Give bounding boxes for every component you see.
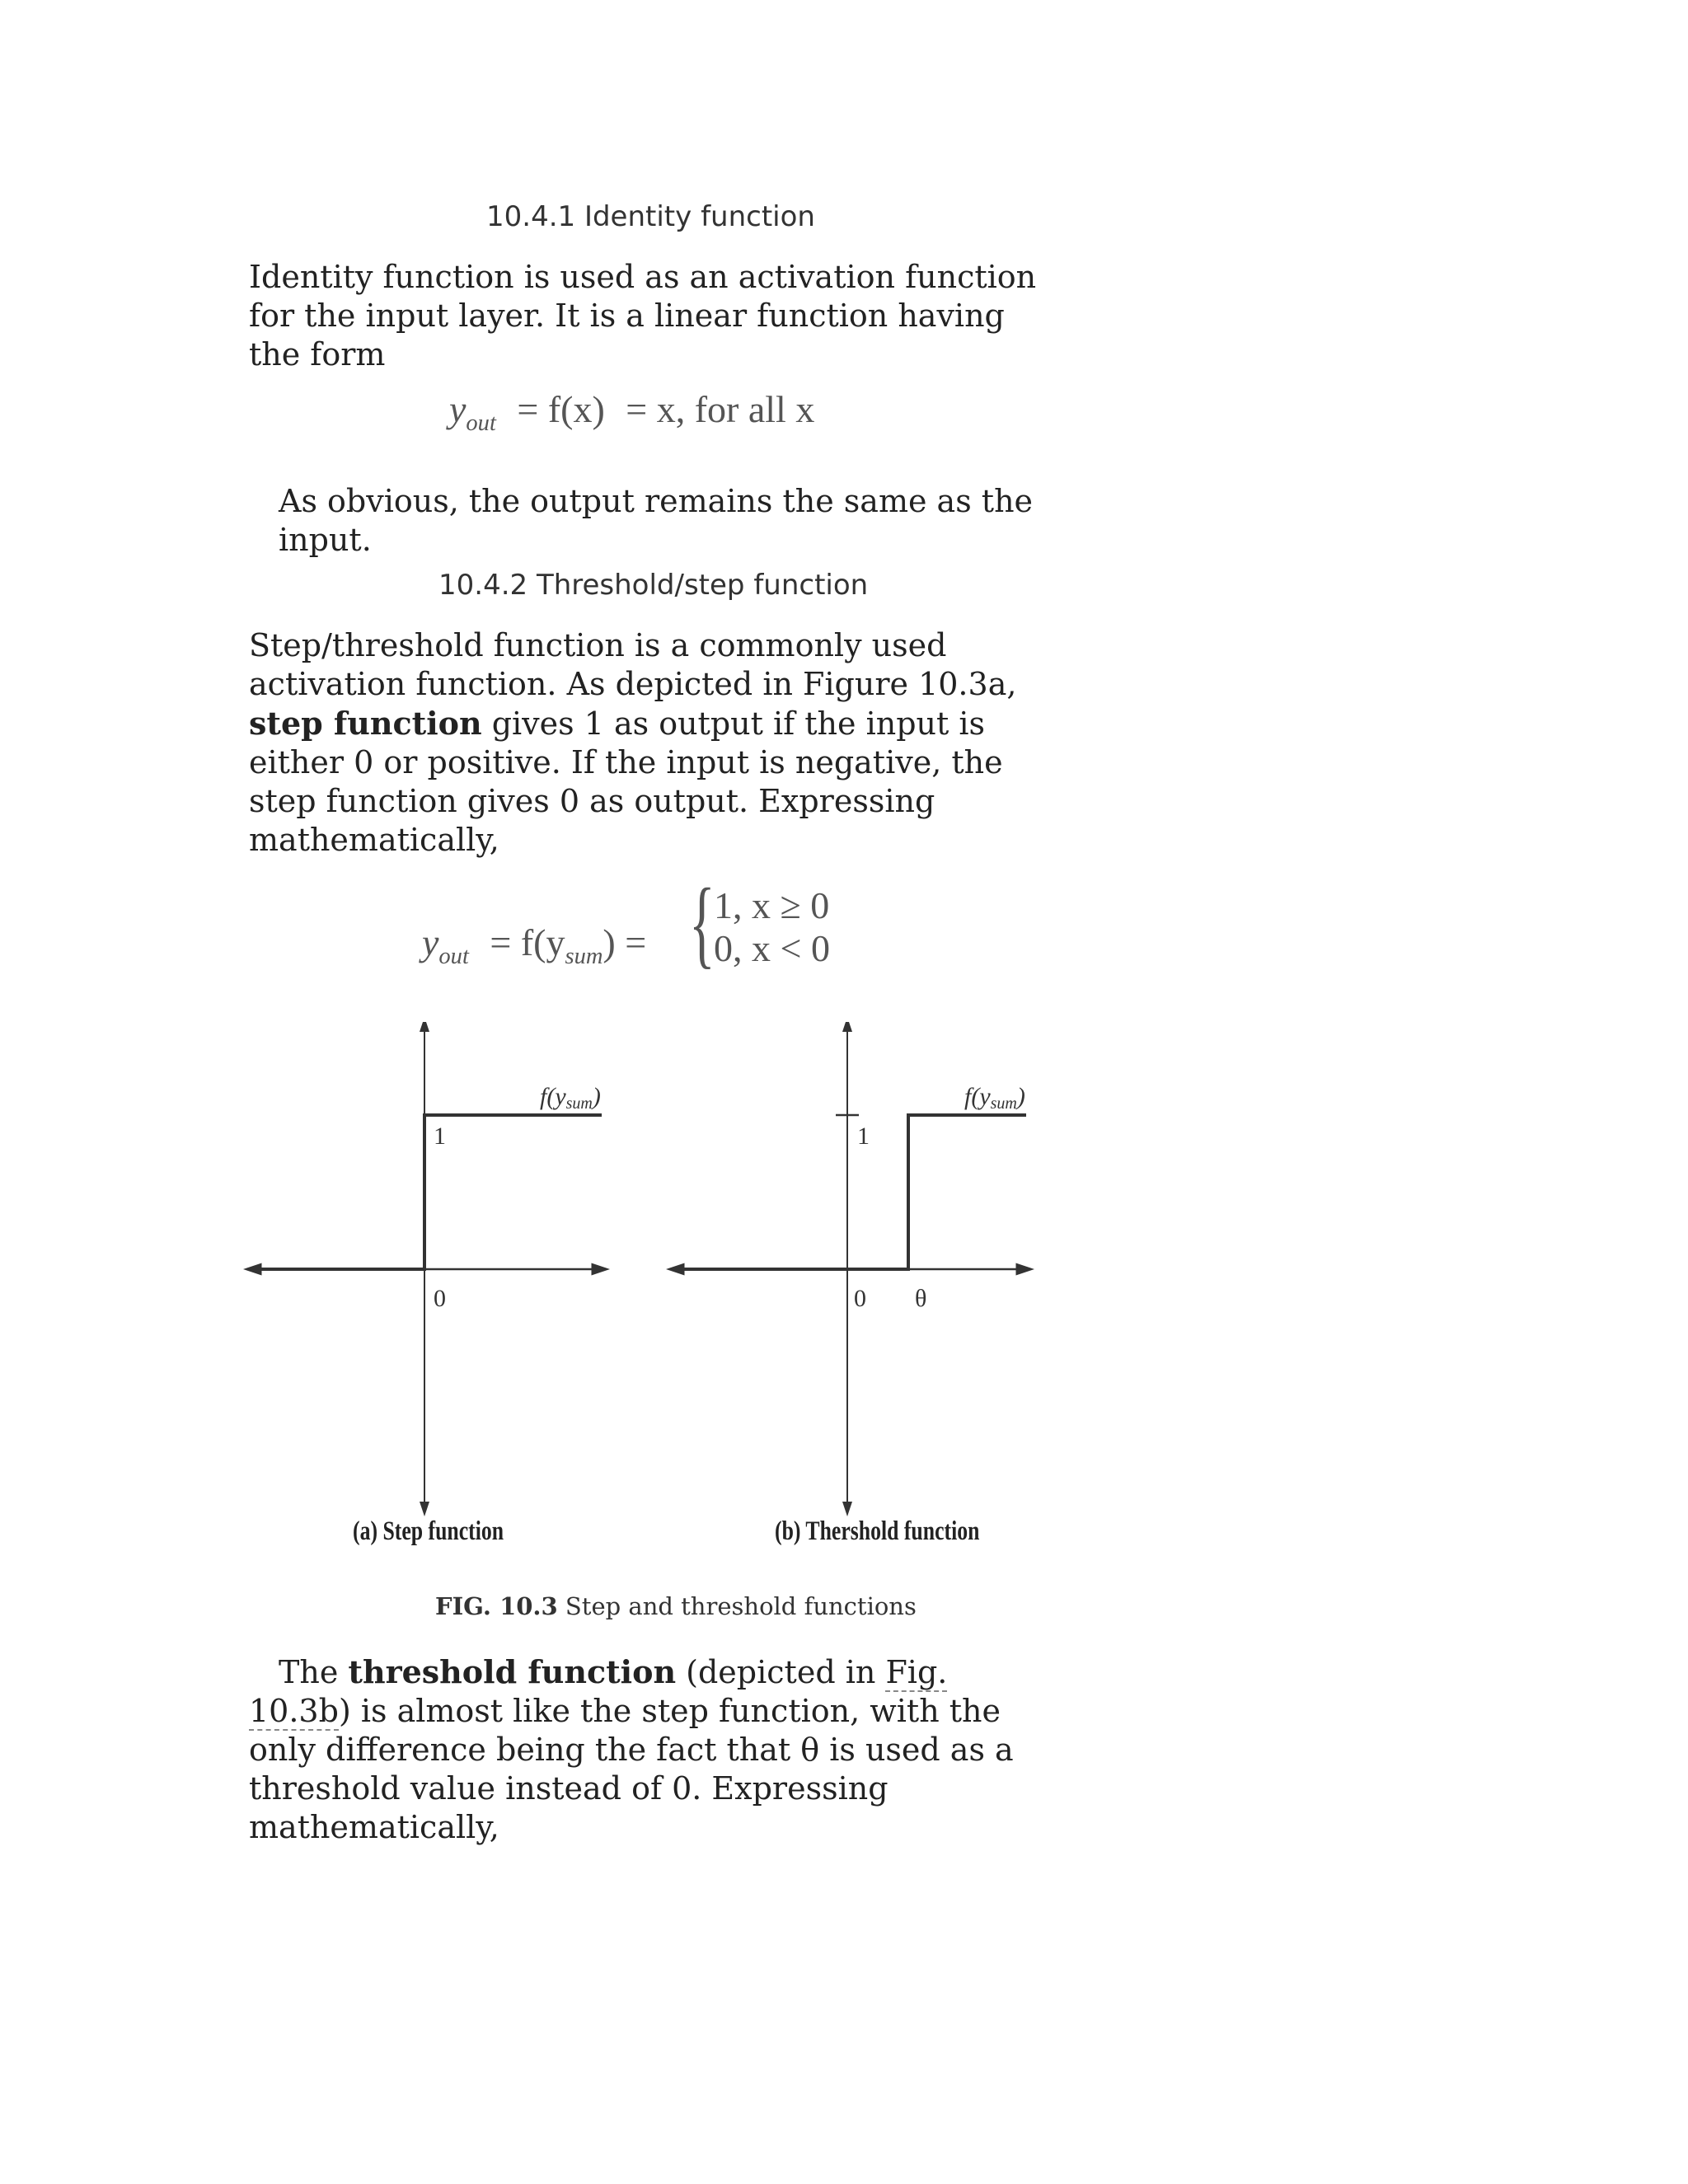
step-eq-func: = f(y: [490, 921, 565, 963]
section-heading-threshold: 10.4.2 Threshold/step function: [438, 569, 869, 602]
panel-a-tick-zero-label: 0: [434, 1285, 446, 1312]
panel-b-f-label: f(ysum): [964, 1083, 1025, 1113]
panel-a-caption: (a) Step function: [353, 1516, 504, 1546]
figure-caption-text: Step and threshold functions: [557, 1592, 917, 1620]
case-row-2: 0, x < 0: [714, 927, 830, 969]
panel-b-threshold-curve: [674, 1115, 1026, 1269]
threshold-paragraph: [249, 1652, 1040, 1847]
threshold-bold: threshold function: [348, 1653, 677, 1690]
step-equation-brace: {: [689, 868, 715, 977]
step-intro-part2: gives 1 as output if the input is either 0 or positive. If the input is negative, the step function gives 0 as output. Expressing mathematically,: [249, 705, 1003, 858]
step-equation-lhs: [422, 921, 646, 970]
panel-a-step-curve: [251, 1115, 602, 1269]
figure-10-3: [239, 1022, 1047, 1546]
figure-svg: [239, 1022, 1047, 1533]
identity-intro-paragraph: Identity function is used as an activation function for the input layer. It is a linear function having the form: [249, 259, 1037, 373]
figure-caption-label: FIG. 10.3: [435, 1592, 558, 1620]
threshold-part3: ) is almost like the step function, with the only difference being the fact that θ is used as a threshold value instead of 0. Expressing mathematically,: [249, 1693, 1014, 1845]
panel-b-tick-one-label: 1: [857, 1122, 870, 1150]
eq-y: y: [449, 388, 467, 430]
panel-b-caption: (b) Thershold function: [775, 1516, 980, 1546]
figure-reference-link[interactable]: Fig. 10.3b: [249, 1654, 948, 1729]
section-heading-identity: 10.4.1 Identity function: [486, 200, 815, 233]
panel-b-tick-zero-label: 0: [854, 1285, 866, 1312]
step-eq-func-sub: sum: [565, 943, 603, 969]
threshold-part1: The: [279, 1654, 349, 1690]
figure-caption: [435, 1592, 917, 1620]
step-intro-part1: Step/threshold function is a commonly used activation function. As depicted in Figure 10.3a,: [249, 627, 1017, 702]
case-row-1: 1, x ≥ 0: [714, 884, 830, 926]
eq-y-sub: out: [466, 410, 496, 436]
eq-rhs: = x, for all x: [626, 388, 815, 430]
identity-after-paragraph: As obvious, the output remains the same as the input.: [279, 483, 1034, 558]
threshold-part2: (depicted in: [676, 1654, 886, 1690]
eq-middle: = f(x): [517, 388, 605, 430]
step-equation-cases: [714, 884, 830, 970]
panel-b-tick-theta-label: θ: [915, 1285, 927, 1312]
panel-a-tick-one-label: 1: [434, 1122, 446, 1150]
panel-a-f-label: f(ysum): [540, 1083, 601, 1113]
step-intro-paragraph: [249, 626, 1040, 860]
step-eq-y: y: [422, 921, 439, 963]
step-intro-bold: step function: [249, 705, 482, 742]
identity-equation: [449, 387, 814, 437]
step-eq-y-sub: out: [438, 943, 469, 969]
step-eq-func-close: ) =: [603, 921, 647, 963]
